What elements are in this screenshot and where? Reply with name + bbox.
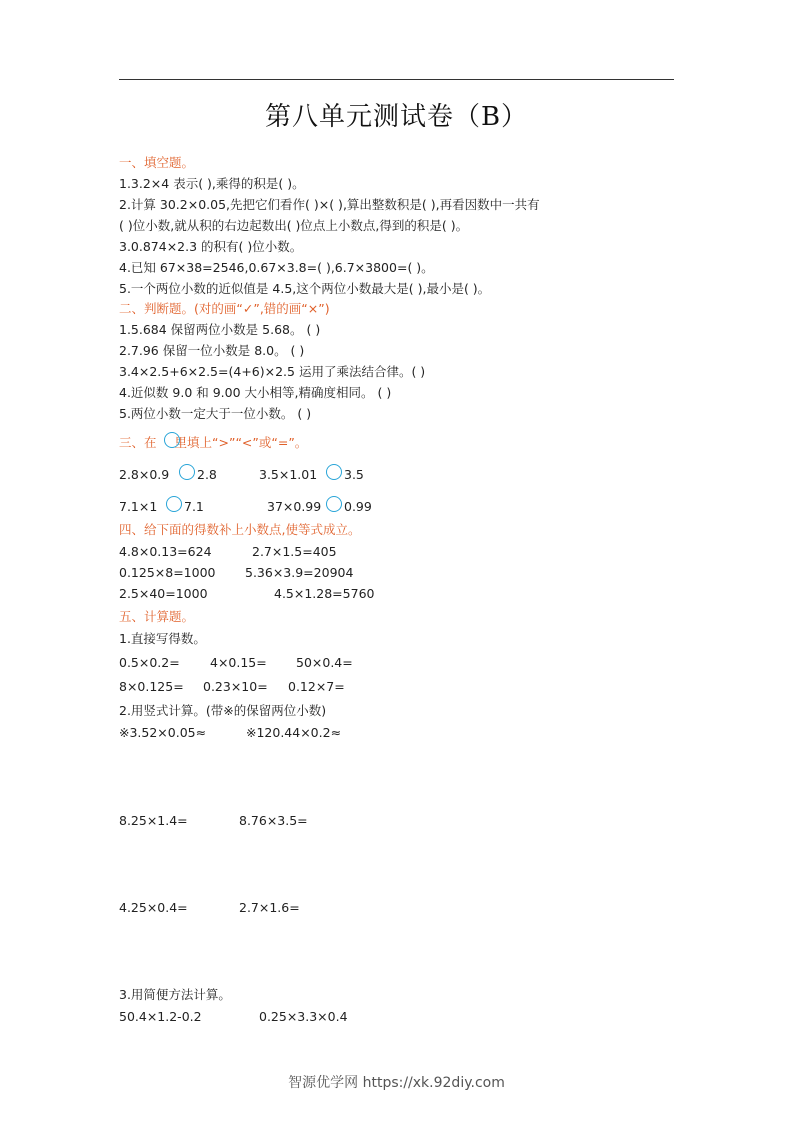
section-5-heading: 五、计算题。 — [119, 609, 195, 624]
compare-1-circle[interactable] — [179, 464, 195, 480]
direct-4: 8×0.125= — [119, 679, 184, 694]
s5-subheading-3: 3.用简便方法计算。 — [119, 987, 231, 1002]
compare-1-right: 2.8 — [197, 467, 217, 482]
fix-item-3: 0.125×8=1000 — [119, 565, 216, 580]
fix-item-1: 4.8×0.13=624 — [119, 544, 212, 559]
compare-4-circle[interactable] — [326, 496, 342, 512]
s1-question-3: 3.0.874×2.3 的积有( )位小数。 — [119, 239, 303, 254]
s5-subheading-2: 2.用竖式计算。(带※的保留两位小数) — [119, 703, 327, 718]
page-title: 第八单元测试卷（B） — [264, 102, 529, 132]
compare-3-left: 7.1×1 — [119, 499, 158, 514]
checkmark-icon: ✓ — [242, 301, 254, 316]
simple-2: 0.25×3.3×0.4 — [259, 1009, 348, 1024]
direct-1: 0.5×0.2= — [119, 655, 180, 670]
compare-4-right: 0.99 — [344, 499, 372, 514]
vertical-2: ※120.44×0.2≈ — [246, 725, 342, 740]
vertical-3: 8.25×1.4= — [119, 813, 188, 828]
section-2-heading — [119, 301, 330, 317]
s5-subheading-1: 1.直接写得数。 — [119, 631, 206, 646]
s1-question-2b: ( )位小数,就从积的右边起数出( )位点上小数点,得到的积是( )。 — [119, 218, 469, 233]
vertical-5: 4.25×0.4= — [119, 900, 188, 915]
section-3-heading-post: 里填上“>”“<”或“=”。 — [174, 435, 308, 450]
fix-item-6: 4.5×1.28=5760 — [274, 586, 375, 601]
compare-2-left: 3.5×1.01 — [259, 467, 318, 482]
simple-1: 50.4×1.2-0.2 — [119, 1009, 202, 1024]
top-rule — [119, 79, 674, 80]
s1-question-1: 1.3.2×4 表示( ),乘得的积是( )。 — [119, 176, 305, 191]
section-3-heading — [119, 435, 307, 451]
compare-3-right: 7.1 — [184, 499, 204, 514]
s2-question-5: 5.两位小数一定大于一位小数。 ( ) — [119, 406, 312, 421]
fix-item-5: 2.5×40=1000 — [119, 586, 208, 601]
s2-question-4: 4.近似数 9.0 和 9.00 大小相等,精确度相同。 ( ) — [119, 385, 392, 400]
vertical-6: 2.7×1.6= — [239, 900, 300, 915]
section-1-heading: 一、填空题。 — [119, 155, 195, 170]
s2-question-3: 3.4×2.5+6×2.5=(4+6)×2.5 运用了乘法结合律。( ) — [119, 364, 426, 379]
s2-question-2: 2.7.96 保留一位小数是 8.0。 ( ) — [119, 343, 305, 358]
fix-item-4: 5.36×3.9=20904 — [245, 565, 354, 580]
s2-question-1: 1.5.684 保留两位小数是 5.68。 ( ) — [119, 322, 321, 337]
fix-item-2: 2.7×1.5=405 — [252, 544, 337, 559]
direct-6: 0.12×7= — [288, 679, 345, 694]
vertical-1: ※3.52×0.05≈ — [119, 725, 207, 740]
s1-question-5: 5.一个两位小数的近似值是 4.5,这个两位小数最大是( ),最小是( )。 — [119, 281, 491, 296]
circle-icon — [164, 432, 180, 448]
footer-watermark: 智源优学网 https://xk.92diy.com — [288, 1075, 505, 1091]
compare-2-right: 3.5 — [344, 467, 364, 482]
compare-1-left: 2.8×0.9 — [119, 467, 170, 482]
compare-4-left: 37×0.99 — [267, 499, 322, 514]
section-3-heading-pre: 三、在 — [119, 435, 157, 450]
section-4-heading: 四、给下面的得数补上小数点,使等式成立。 — [119, 522, 361, 537]
direct-5: 0.23×10= — [203, 679, 268, 694]
s1-question-2a: 2.计算 30.2×0.05,先把它们看作( )×( ),算出整数积是( ),再看因数中一共有 — [119, 197, 540, 212]
direct-2: 4×0.15= — [210, 655, 267, 670]
compare-2-circle[interactable] — [326, 464, 342, 480]
direct-3: 50×0.4= — [296, 655, 353, 670]
s1-question-4: 4.已知 67×38=2546,0.67×3.8=( ),6.7×3800=( )。 — [119, 260, 434, 275]
section-2-heading-tail: ”,错的画“×”) — [253, 301, 330, 316]
compare-3-circle[interactable] — [166, 496, 182, 512]
section-2-heading-text: 二、判断题。(对的画“ — [119, 301, 243, 316]
vertical-4: 8.76×3.5= — [239, 813, 308, 828]
